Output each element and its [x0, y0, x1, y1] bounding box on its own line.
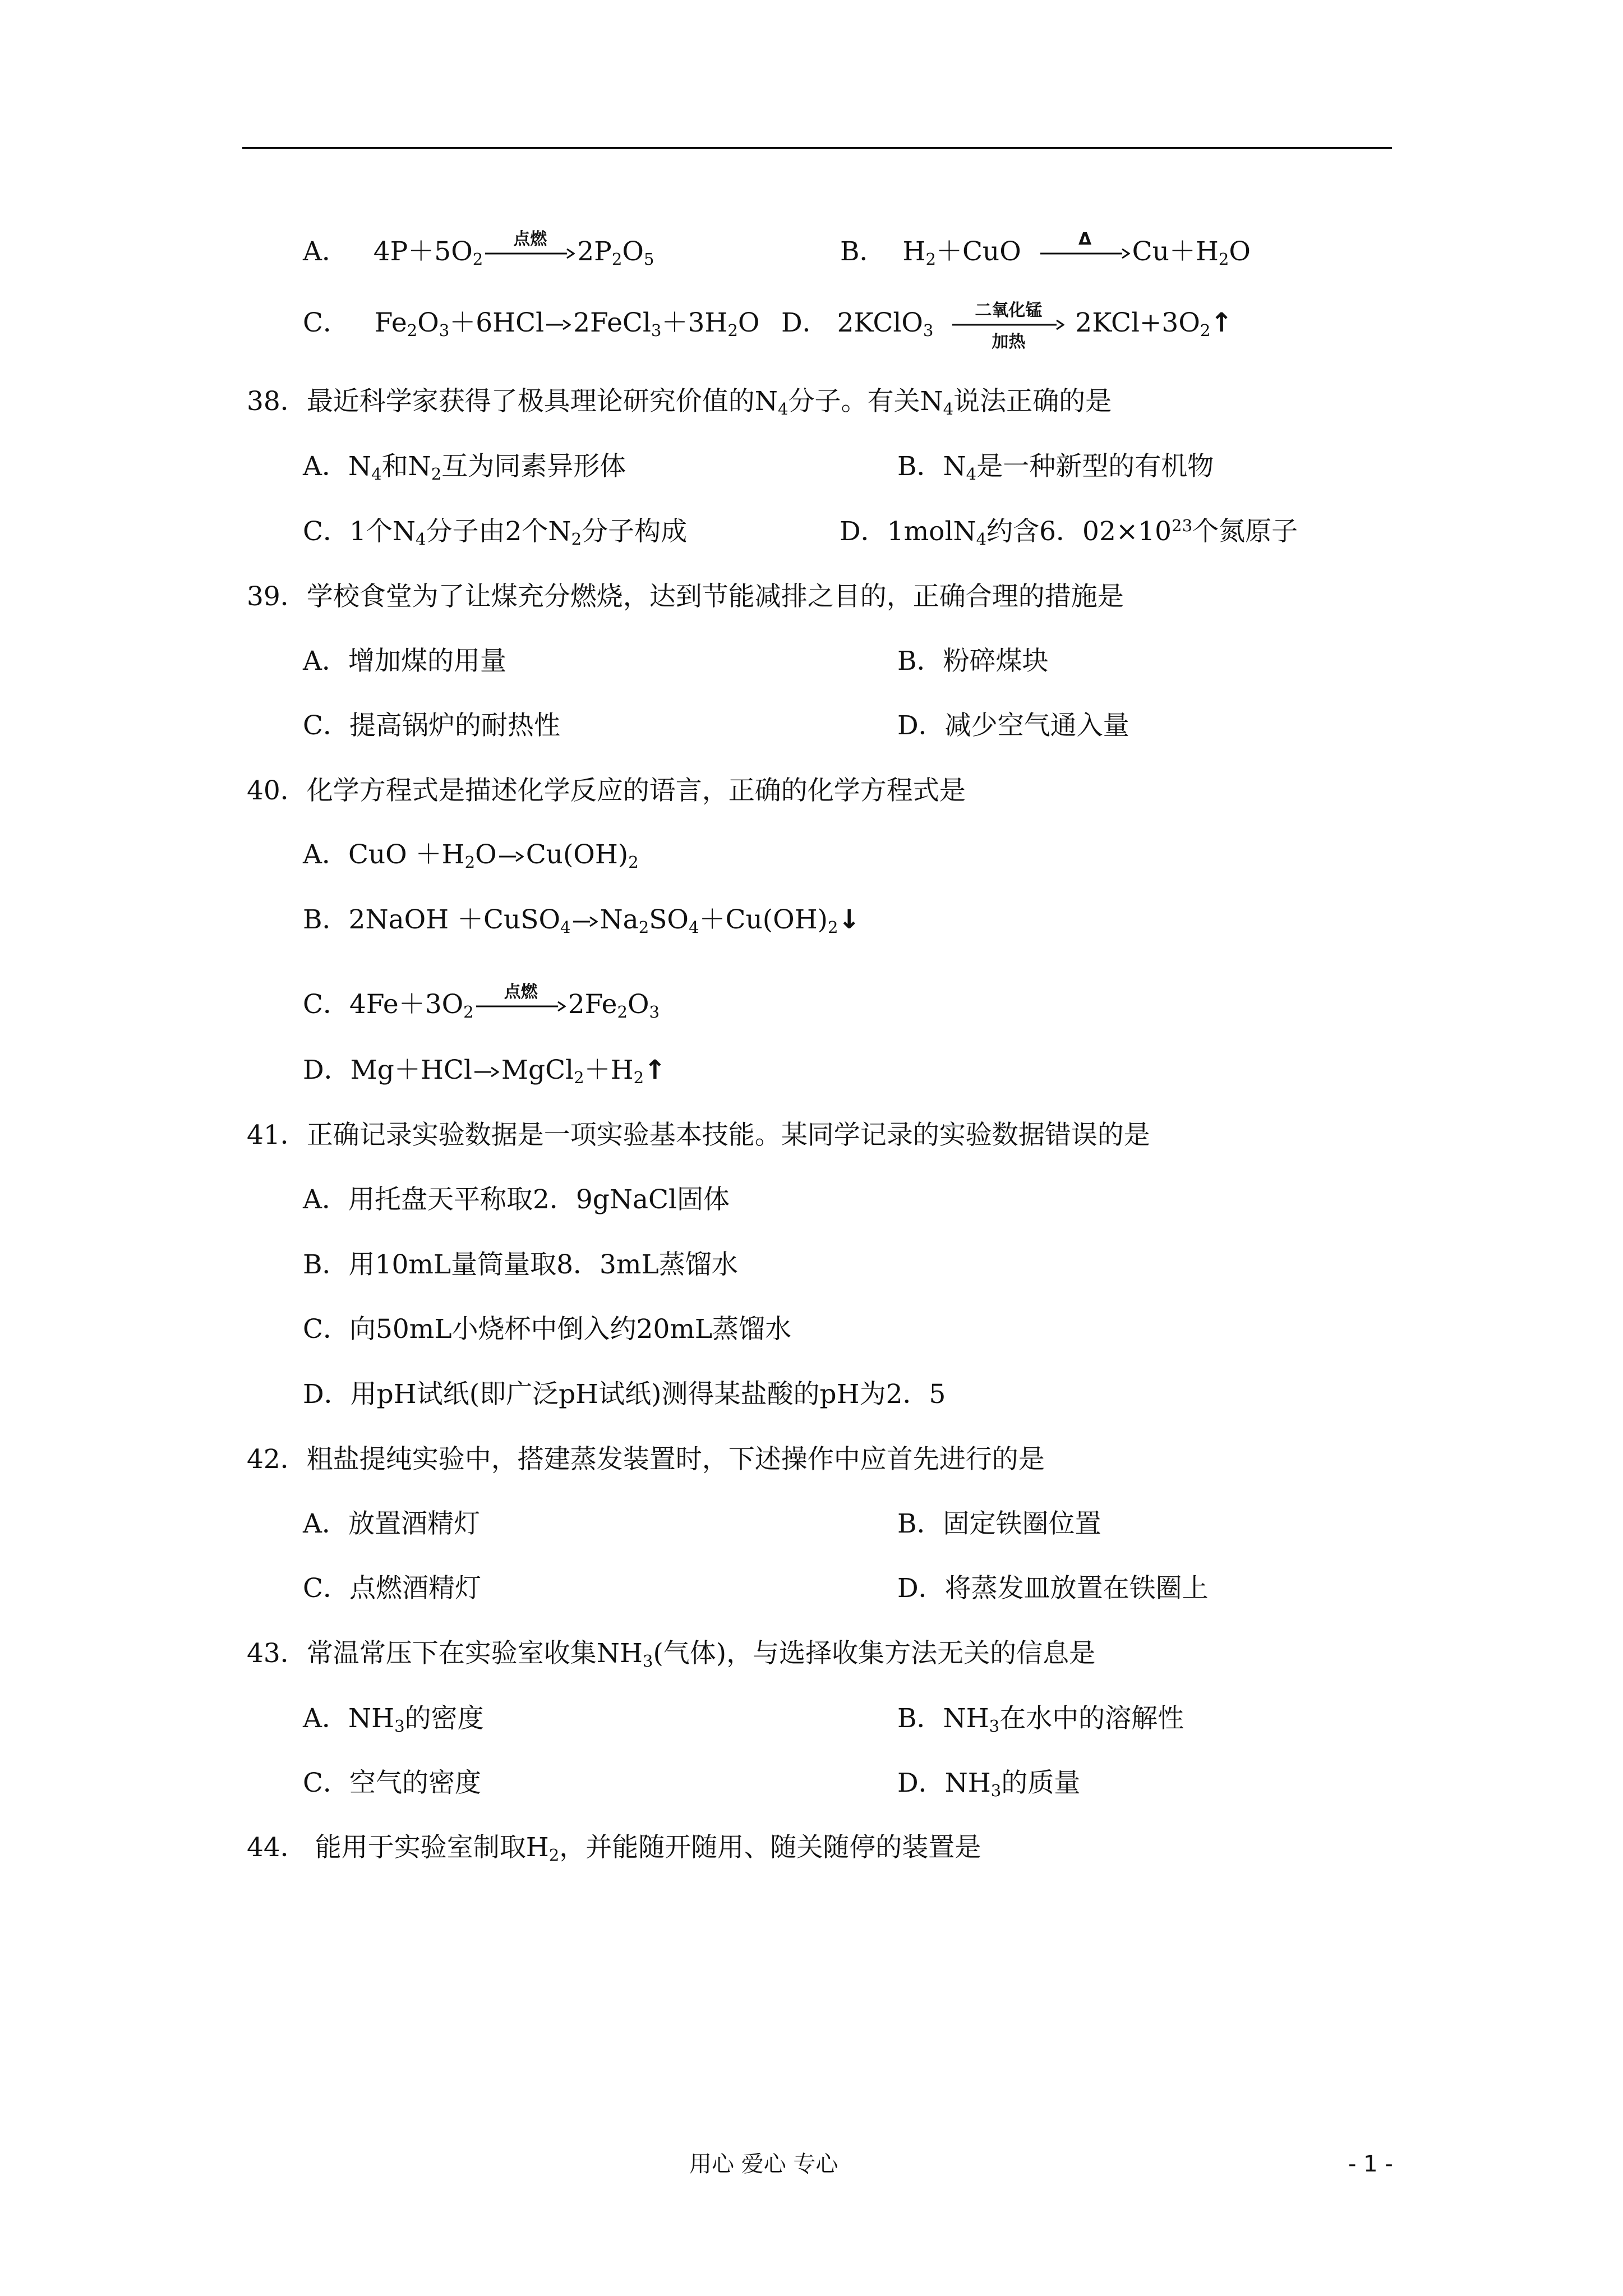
q42-option-a: A．放置酒精灯	[303, 1508, 480, 1539]
precipitate-down-arrow-icon: ↓	[838, 904, 860, 935]
q42-option-c: C．点燃酒精灯	[303, 1573, 481, 1604]
q42-stem: 42．粗盐提纯实验中，搭建蒸发装置时，下述操作中应首先进行的是	[247, 1444, 1045, 1475]
q40-option-b: B．2NaOH ＋CuSO$_4$ $Na_2SO_4+Cu(OH)_2↓$	[303, 904, 860, 937]
q41-option-d: D．用pH试纸(即广泛pH试纸)测得某盐酸的pH为2．5	[303, 1379, 946, 1410]
q39-option-b: B．粉碎煤块	[897, 646, 1049, 677]
q37-option-a: A． $4P+5O_2$ 点燃 $2P_2O_5$	[303, 229, 654, 269]
q37-option-c: C． $Fe_2O_3+6HCl$ $2FeCl_3+3H_2O$	[303, 307, 760, 341]
q40-option-c: C．$4Fe+3O_2$ 点燃 $2Fe_2O_3$	[303, 982, 660, 1022]
q38-option-a: A．$N_4$和$N_2$互为同素异形体	[303, 451, 626, 484]
reaction-arrow-icon: 二氧化锰 加热	[952, 319, 1064, 330]
q41-option-b: B．用10mL量筒量取8．3mL蒸馏水	[303, 1249, 738, 1280]
header-rule	[242, 147, 1392, 149]
q38-option-d: D．1molN$_4$约含6．$02\times 10^{23}$个氮原子	[840, 516, 1298, 549]
q42-option-d: D．将蒸发皿放置在铁圈上	[897, 1573, 1209, 1604]
reaction-arrow-icon	[474, 1066, 499, 1078]
q43-option-a: A．$NH_3$的密度	[303, 1703, 484, 1736]
reaction-arrow-icon	[573, 916, 598, 927]
q40-option-a: A．CuO $+H_2O$ $Cu(OH)_2$	[303, 839, 639, 872]
q40-stem: 40．化学方程式是描述化学反应的语言，正确的化学方程式是	[247, 775, 966, 806]
gas-up-arrow-icon: ↑	[1210, 307, 1233, 338]
q43-option-d: D．$NH_3$的质量	[897, 1768, 1081, 1801]
footer-slogan: 用心 爱心 专心	[689, 2151, 838, 2177]
q38-option-b: B．$N_4$是一种新型的有机物	[897, 451, 1214, 484]
q39-option-a: A．增加煤的用量	[303, 646, 506, 677]
q41-option-a: A．用托盘天平称取2．9gNaCl固体	[303, 1184, 730, 1215]
q40-option-d: D．Mg＋HCl $MgCl_2+H_2↑$	[303, 1055, 666, 1088]
reaction-arrow-icon: 点燃	[476, 1001, 566, 1012]
q44-stem: 44． 能用于实验室制取$H_2$，并能随开随用、随关随停的装置是	[247, 1832, 981, 1865]
q42-option-b: B．固定铁圈位置	[897, 1508, 1101, 1539]
q43-stem: 43．常温常压下在实验室收集$NH_3$(气体)，与选择收集方法无关的信息是	[247, 1638, 1096, 1671]
page-number: - 1 -	[1348, 2151, 1393, 2177]
reaction-arrow-icon	[499, 851, 524, 862]
gas-up-arrow-icon: ↑	[644, 1055, 666, 1085]
q41-option-c: C．向50mL小烧杯中倒入约20mL蒸馏水	[303, 1314, 792, 1345]
q37-option-b: B． $H_2+CuO$ Δ $Cu+H_2O$	[840, 229, 1251, 269]
reaction-arrow-icon	[546, 319, 571, 330]
q41-stem: 41．正确记录实验数据是一项实验基本技能。某同学记录的实验数据错误的是	[247, 1120, 1150, 1151]
q38-stem: 38．最近科学家获得了极具理论研究价值的$N_4$分子。有关$N_4$说法正确的是	[247, 386, 1112, 419]
reaction-arrow-icon: Δ	[1040, 248, 1130, 259]
q38-option-c: C．1个$N_4$分子由2个$N_2$分子构成	[303, 516, 688, 549]
q37-option-d: D． 2KClO$_3$ 二氧化锰 加热 $2KCl+3O_2↑$	[781, 301, 1233, 352]
q43-option-b: B．$NH_3$在水中的溶解性	[897, 1703, 1184, 1736]
q39-stem: 39．学校食堂为了让煤充分燃烧，达到节能减排之目的，正确合理的措施是	[247, 581, 1124, 612]
reaction-arrow-icon: 点燃	[485, 248, 575, 259]
q43-option-c: C．空气的密度	[303, 1768, 481, 1798]
q39-option-d: D．减少空气通入量	[897, 710, 1129, 741]
q39-option-c: C．提高锅炉的耐热性	[303, 710, 560, 741]
